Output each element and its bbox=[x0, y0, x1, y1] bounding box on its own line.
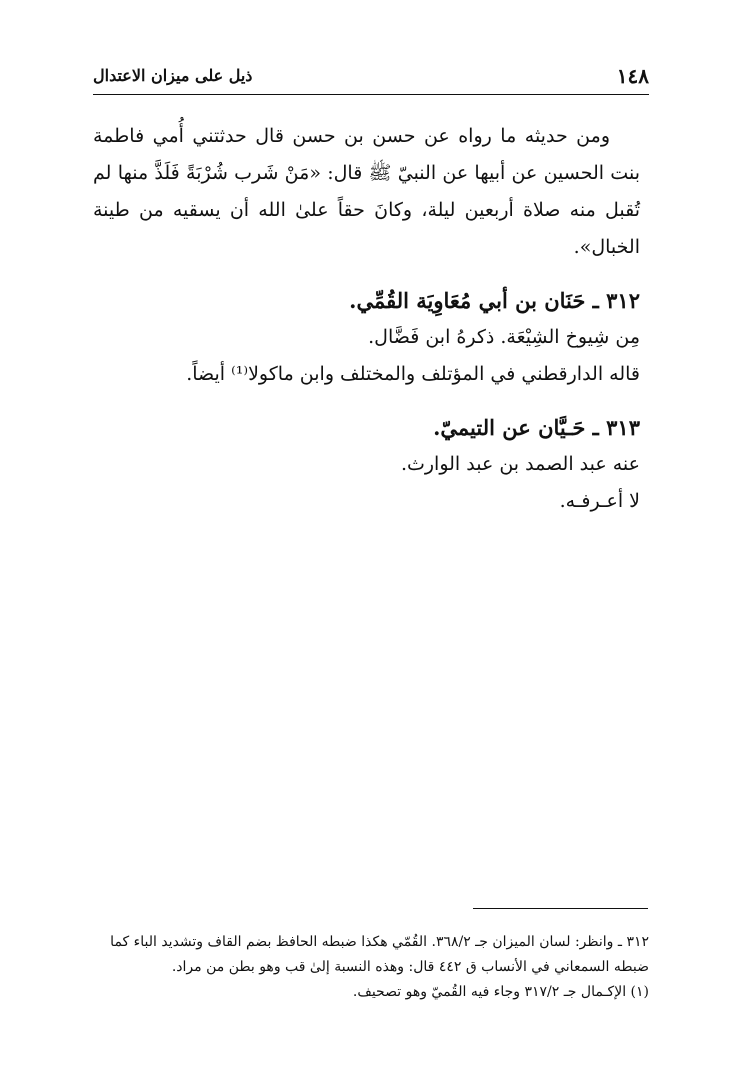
entry-313-line-1: عنه عبد الصمد بن عبد الوارث. bbox=[400, 453, 640, 475]
footnotes bbox=[93, 930, 649, 1005]
footnote-divider bbox=[473, 908, 648, 909]
entry-313-heading: ٣١٣ ـ حَـيَّان عن التيميّ. bbox=[433, 415, 640, 440]
hadith-paragraph: ومن حديثه ما رواه عن حسن بن حسن قال حدثتني أُمي فاطمة بنت الحسين عن أبيها عن النبيّ ﷺ قال: «مَنْ شَرب شُرْبَةً فَلَذَّ منها لم تُقبل منه صلاة أربعين ليلة، وكانَ حقاً علىٰ الله أن يسقيه من طينة الخبال». bbox=[93, 125, 640, 258]
main-text bbox=[93, 118, 640, 520]
entry-312-heading: ٣١٢ ـ حَنَان بن أبي مُعَاوِيَة القُمِّي. bbox=[349, 288, 640, 313]
footnote-line: (١) الإكـمال جـ ٣١٧/٢ وجاء فيه القُميّ وهو تصحيف. bbox=[352, 984, 649, 1000]
footnote-line: ٣١٢ ـ وانظر: لسان الميزان جـ ٣٦٨/٢. القُمّي هكذا ضبطه الحافظ بضم القاف وتشديد الباء كما bbox=[110, 934, 649, 950]
footnote-line: ضبطه السمعاني في الأنساب ق ٤٤٢ قال: وهذه النسبة إلىٰ قب وهو بطن من مراد. bbox=[171, 959, 649, 975]
entry-313-line-2: لا أعـرفـه. bbox=[559, 490, 640, 512]
entry-312-line-1: مِن شِيوخ الشِيْعَة. ذكرهُ ابن فَضَّال. bbox=[368, 326, 640, 348]
page-number: ١٤٨ bbox=[616, 64, 649, 88]
page-header bbox=[93, 62, 649, 95]
running-title: ذيل على ميزان الاعتدال bbox=[93, 66, 253, 85]
entry-312-line-2: قاله الدارقطني في المؤتلف والمختلف وابن ماكولا⁽¹⁾ أيضاً. bbox=[186, 363, 640, 385]
